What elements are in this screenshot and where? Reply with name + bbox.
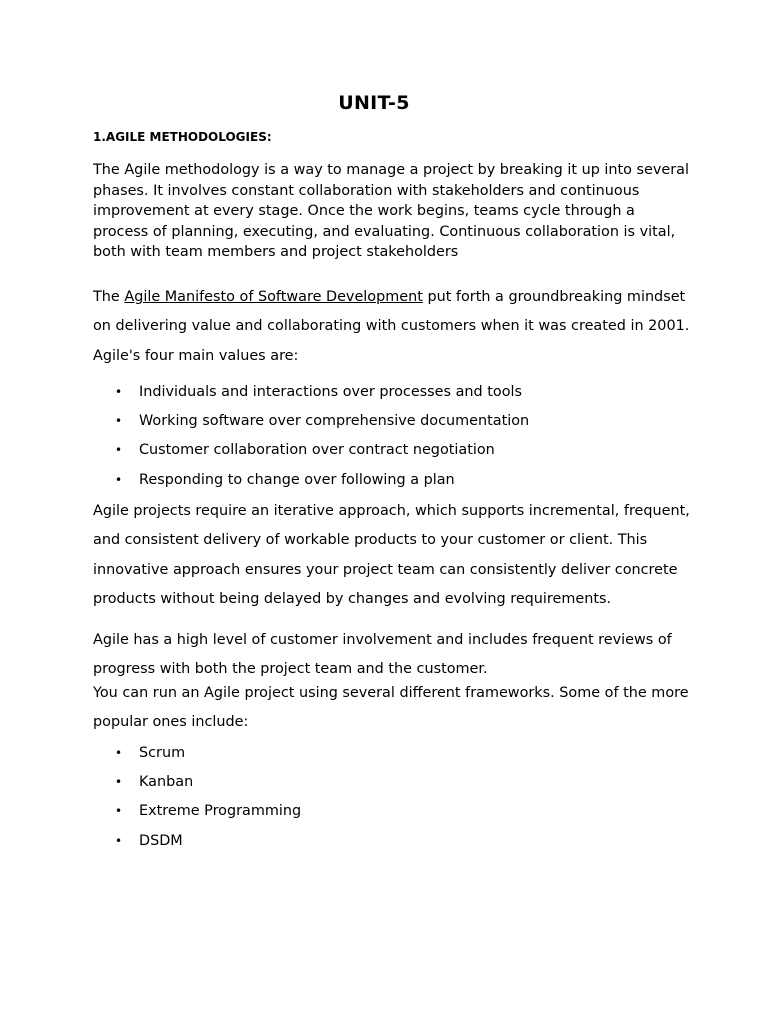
section-heading: 1.AGILE METHODOLOGIES:: [93, 130, 272, 144]
list-item: [93, 411, 529, 440]
list-item-text: Customer collaboration over contract negotiation: [139, 442, 495, 459]
bullet-icon: •: [115, 833, 123, 848]
list-item-text: Extreme Programming: [139, 803, 302, 820]
list-item: [93, 772, 301, 801]
list-item: [93, 440, 529, 469]
list-item-text: Responding to change over following a plan: [139, 471, 455, 488]
involvement-block: [93, 626, 693, 737]
list-item: [93, 801, 301, 830]
unit-title: UNIT-5: [338, 92, 410, 114]
list-item-text: Scrum: [139, 745, 186, 761]
manifesto-suffix: put forth a groundbreaking mindset on delivering value and collaborating with customers when it was created in 2001. Agile's four main values are:: [93, 289, 690, 364]
list-item: [93, 743, 301, 772]
list-item-text: Individuals and interactions over processes and tools: [139, 384, 522, 400]
involvement-paragraph: Agile has a high level of customer involvement and includes frequent reviews of progress with both the project team and the customer.: [93, 632, 672, 678]
list-item-text: Working software over comprehensive documentation: [139, 413, 530, 430]
manifesto-prefix: The: [93, 289, 125, 305]
manifesto-paragraph: [93, 283, 693, 371]
bullet-icon: •: [115, 443, 123, 458]
agile-values-list: [93, 382, 529, 499]
frameworks-paragraph: You can run an Agile project using several different frameworks. Some of the more popular ones include:: [93, 684, 689, 730]
list-item: [93, 831, 301, 860]
bullet-icon: •: [115, 472, 123, 487]
agile-manifesto-link[interactable]: Agile Manifesto of Software Development: [124, 289, 423, 305]
frameworks-list: [93, 743, 301, 860]
bullet-icon: •: [115, 746, 123, 760]
iterative-paragraph: Agile projects require an iterative approach, which supports incremental, frequent, and consistent delivery of workable products to your customer or client. This innovative approach ensures your project team can consistently deliver concrete products without being delayed by changes and evolving requirements.: [93, 503, 690, 608]
bullet-icon: •: [115, 775, 123, 790]
list-item: [93, 382, 529, 411]
intro-paragraph: The Agile methodology is a way to manage a project by breaking it up into several phases. It involves constant collaboration with stakeholders and continuous improvement at every stage. Once the work begins, teams cycle through a process of planning, executing, and evaluating. Continuous collaboration is vital, both with team members and project stakeholders: [93, 162, 689, 261]
list-item-text: DSDM: [139, 832, 183, 849]
bullet-icon: •: [115, 804, 123, 819]
bullet-icon: •: [115, 414, 123, 429]
list-item: [93, 470, 529, 499]
list-item-text: Kanban: [139, 774, 194, 791]
bullet-icon: •: [115, 385, 123, 399]
